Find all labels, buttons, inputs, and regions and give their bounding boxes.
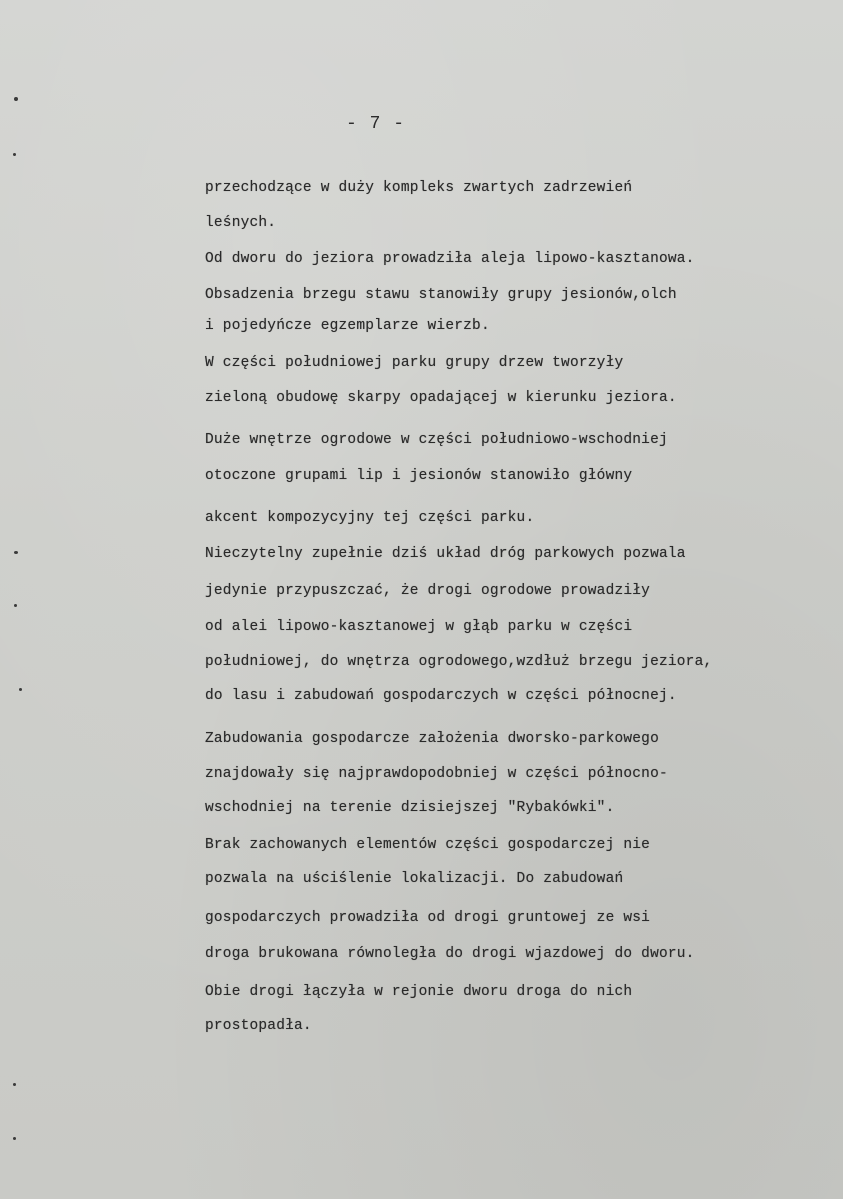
text-line: od alei lipowo-kasztanowej w głąb parku w części	[205, 619, 633, 635]
text-line: i pojedyńcze egzemplarze wierzb.	[205, 318, 490, 334]
text-line: prostopadła.	[205, 1018, 312, 1034]
scan-speck	[14, 604, 17, 607]
text-line: Nieczytelny zupełnie dziś układ dróg parkowych pozwala	[205, 546, 686, 562]
text-line: Obie drogi łączyła w rejonie dworu droga do nich	[205, 984, 633, 1000]
text-line: wschodniej na terenie dzisiejszej "Rybakówki".	[205, 800, 615, 816]
text-line: przechodzące w duży kompleks zwartych zadrzewień	[205, 180, 633, 196]
text-line: Obsadzenia brzegu stawu stanowiły grupy jesionów,olch	[205, 287, 677, 303]
page-number: - 7 -	[346, 114, 406, 134]
text-line: Brak zachowanych elementów części gospodarczej nie	[205, 837, 651, 853]
scan-speck	[13, 1083, 16, 1086]
text-line: jedynie przypuszczać, że drogi ogrodowe prowadziły	[205, 583, 651, 599]
scan-speck	[14, 551, 18, 554]
text-line: do lasu i zabudowań gospodarczych w części północnej.	[205, 688, 677, 704]
scan-speck	[14, 97, 18, 101]
text-line: gospodarczych prowadziła od drogi gruntowej ze wsi	[205, 910, 651, 926]
text-line: zieloną obudowę skarpy opadającej w kierunku jeziora.	[205, 390, 677, 406]
text-line: leśnych.	[205, 215, 277, 231]
text-line: Duże wnętrze ogrodowe w części południowo-wschodniej	[205, 432, 668, 448]
text-line: akcent kompozycyjny tej części parku.	[205, 510, 535, 526]
scan-speck	[19, 688, 22, 691]
text-line: otoczone grupami lip i jesionów stanowiło główny	[205, 468, 633, 484]
text-line: południowej, do wnętrza ogrodowego,wzdłuż brzegu jeziora,	[205, 654, 713, 670]
scan-speck	[13, 153, 16, 156]
text-line: Od dworu do jeziora prowadziła aleja lipowo-kasztanowa.	[205, 251, 695, 267]
text-line: W części południowej parku grupy drzew tworzyły	[205, 355, 624, 371]
scan-speck	[13, 1137, 16, 1140]
text-line: droga brukowana równoległa do drogi wjazdowej do dworu.	[205, 946, 695, 962]
text-line: pozwala na uściślenie lokalizacji. Do zabudowań	[205, 871, 624, 887]
text-line: Zabudowania gospodarcze założenia dworsko-parkowego	[205, 731, 659, 747]
text-line: znajdowały się najprawdopodobniej w części północno-	[205, 766, 668, 782]
